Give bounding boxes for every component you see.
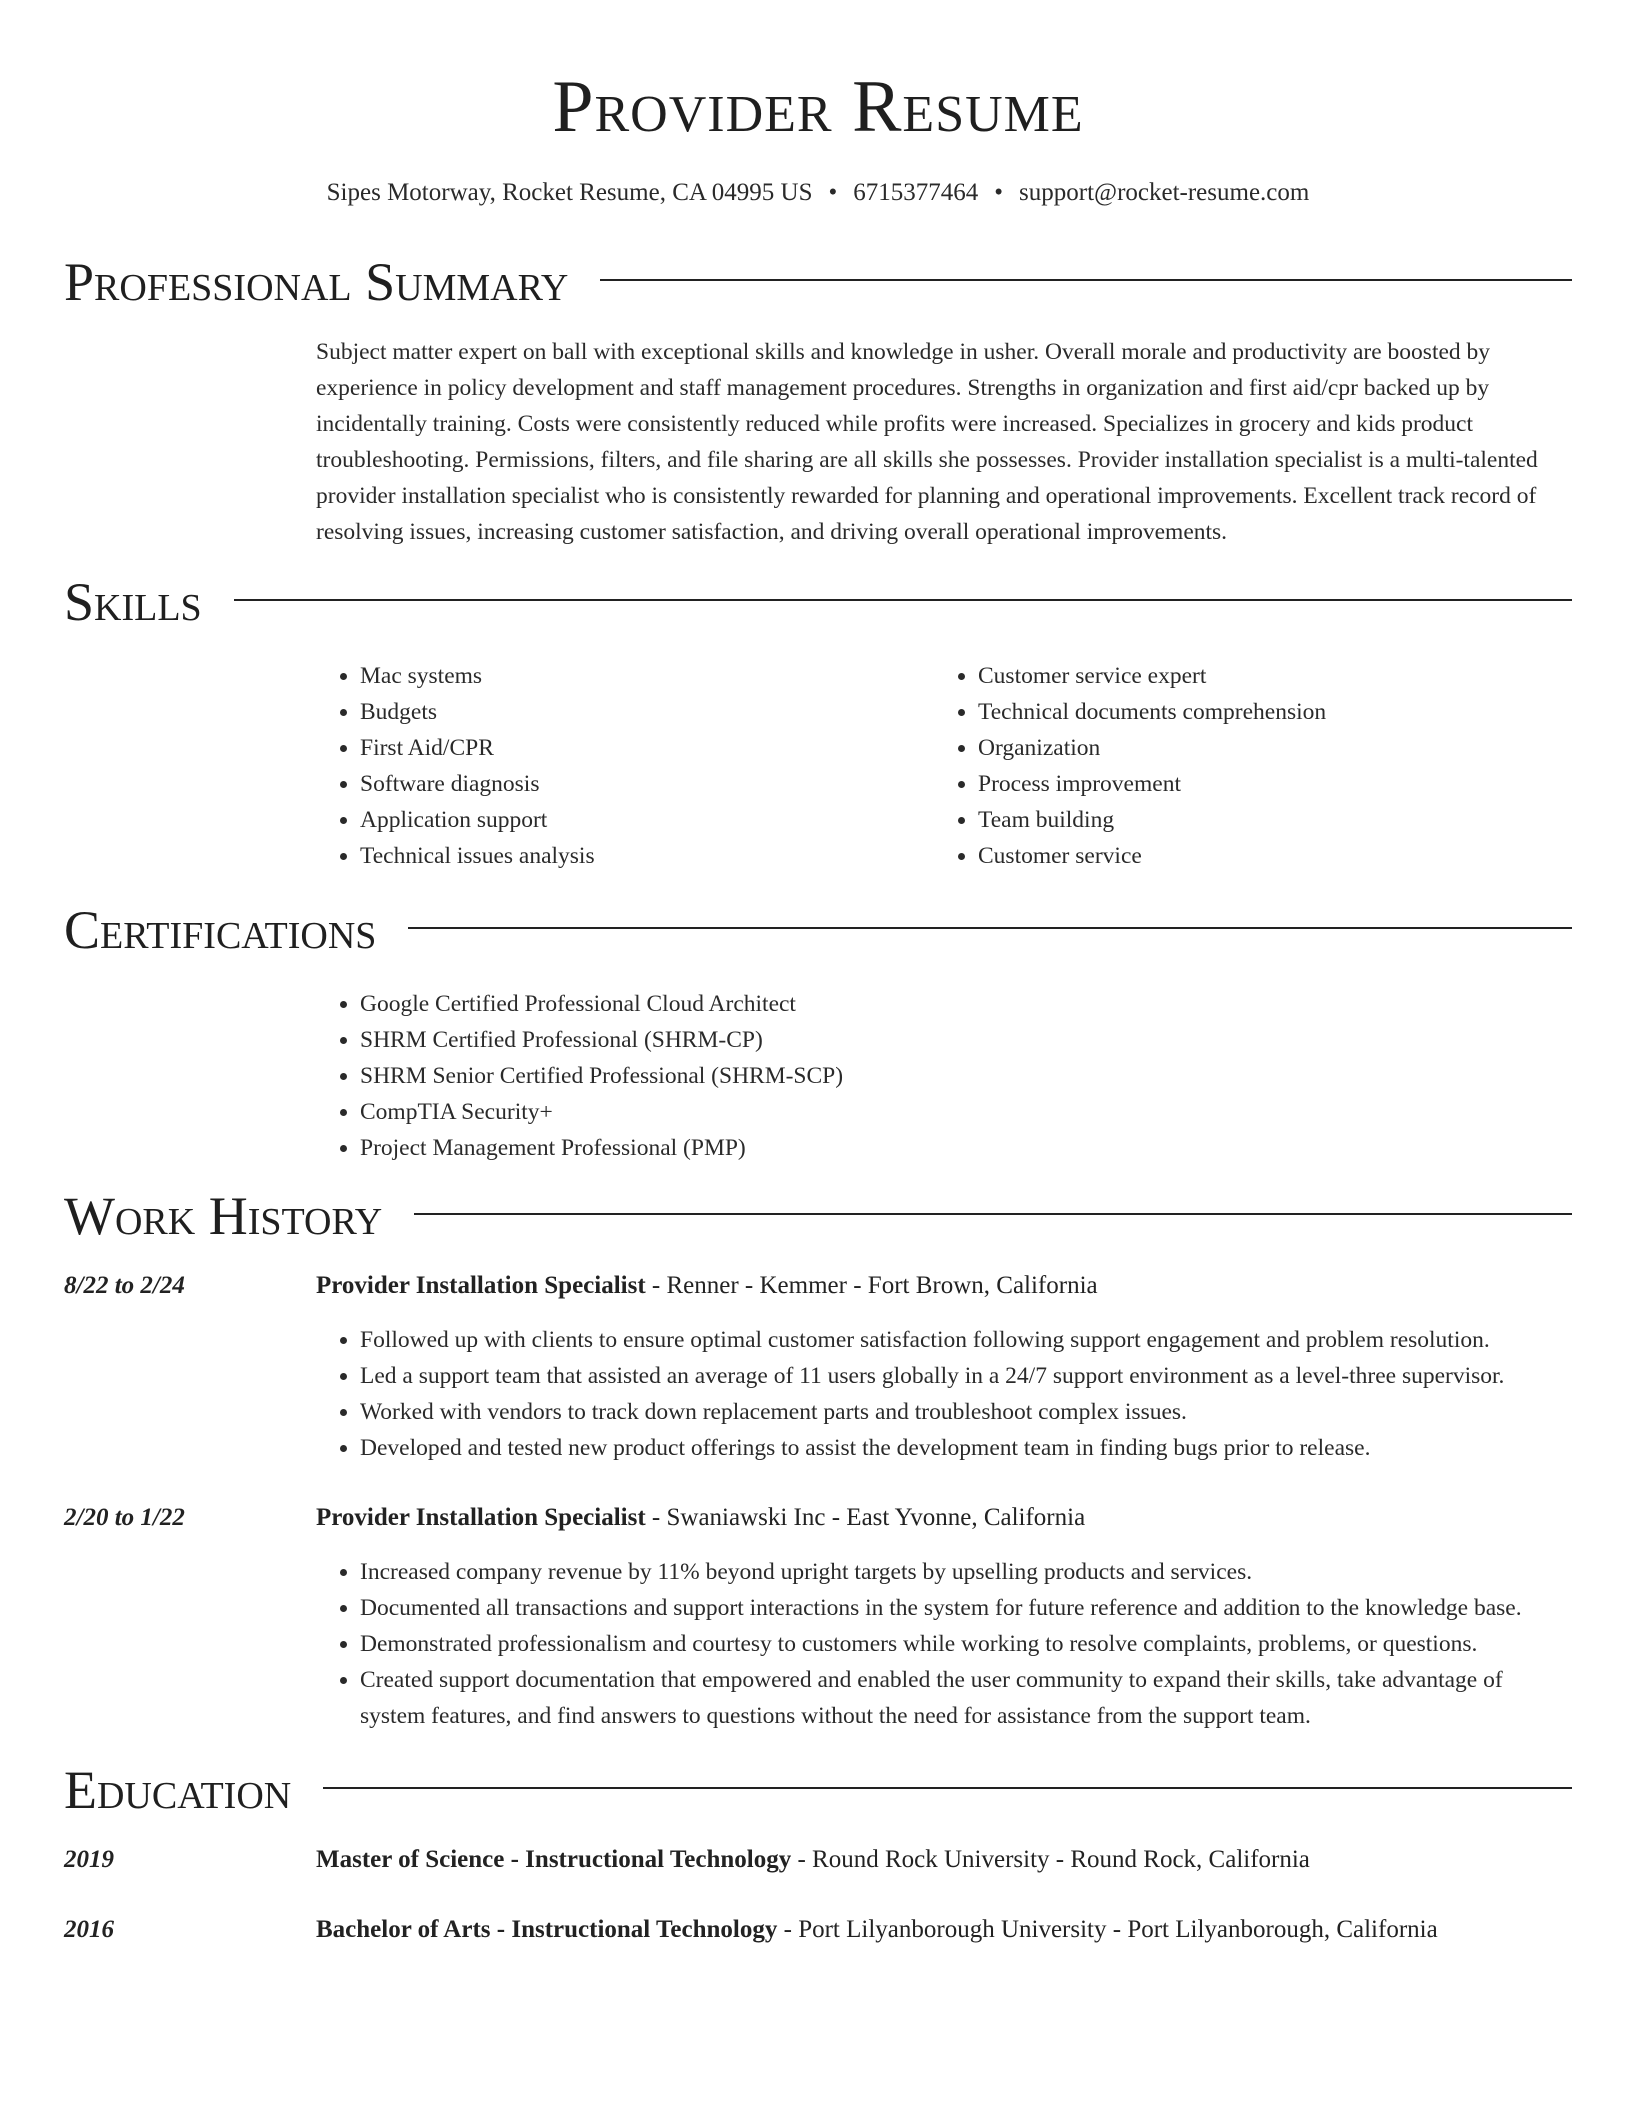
- section-title: Certifications: [64, 900, 377, 960]
- certification-item: • SHRM Certified Professional (SHRM-CP): [360, 1022, 1572, 1058]
- certifications-header: [64, 898, 1572, 962]
- section-divider: [408, 927, 1572, 929]
- skills-section: [64, 570, 1572, 874]
- skills-header: [64, 570, 1572, 634]
- section-divider: [600, 279, 1572, 281]
- education-entry: [64, 1912, 1572, 1948]
- skill-item: • Customer service expert: [978, 658, 1552, 694]
- job-bullet: • Created support documentation that empowered and enabled the user community to expand their skills, take advantage of system features, and find answers to questions without the need for assistance from the support team.: [360, 1662, 1572, 1734]
- education-header: [64, 1758, 1572, 1822]
- job-bullet: • Worked with vendors to track down replacement parts and troubleshoot complex issues.: [360, 1394, 1572, 1430]
- skills-column-left: [316, 658, 934, 874]
- skill-item: • Organization: [978, 730, 1552, 766]
- certifications-section: [64, 898, 1572, 1166]
- section-title: Professional Summary: [64, 252, 569, 312]
- contact-separator: •: [828, 179, 838, 206]
- education-section: [64, 1758, 1572, 1948]
- education-details: - Port Lilyanborough University - Port Lilyanborough, California: [777, 1916, 1438, 1943]
- skill-item: • Mac systems: [360, 658, 934, 694]
- job-title-line: [316, 1500, 1572, 1536]
- job-bullet: • Led a support team that assisted an average of 11 users globally in a 24/7 support environment as a level-three supervisor.: [360, 1358, 1572, 1394]
- skill-item: • Software diagnosis: [360, 766, 934, 802]
- job-title-line: [316, 1268, 1572, 1304]
- education-year: 2016: [64, 1916, 114, 1943]
- skill-item: • Budgets: [360, 694, 934, 730]
- certification-item: • Project Management Professional (PMP): [360, 1130, 1572, 1166]
- job-bullet: • Documented all transactions and support interactions in the system for future reference and addition to the knowledge base.: [360, 1590, 1572, 1626]
- summary-header: [64, 250, 1572, 314]
- job-role: Provider Installation Specialist: [316, 1504, 646, 1531]
- section-divider: [414, 1213, 1572, 1215]
- work-history-header: [64, 1184, 1572, 1248]
- certification-item: • CompTIA Security+: [360, 1094, 1572, 1130]
- job-bullet: • Followed up with clients to ensure optimal customer satisfaction following support engagement and problem resolution.: [360, 1322, 1572, 1358]
- job-details: - Swaniawski Inc - East Yvonne, California: [645, 1504, 1086, 1531]
- job-bullet: • Demonstrated professionalism and courtesy to customers while working to resolve complaints, problems, or questions.: [360, 1626, 1572, 1662]
- skill-item: • First Aid/CPR: [360, 730, 934, 766]
- job-details: - Renner - Kemmer - Fort Brown, California: [645, 1272, 1098, 1299]
- summary-text: Subject matter expert on ball with exceptional skills and knowledge in usher. Overall morale and productivity are boosted by experience in policy development and staff management procedures. Strengths in organization and first aid/cpr backed up by incidentally training. Costs were consistently reduced while profits were increased. Specializes in grocery and kids product troubleshooting. Permissions, filters, and file sharing are all skills she possesses. Provider installation specialist is a multi-talented provider installation specialist who is consistently rewarded for planning and operational improvements. Excellent track record of resolving issues, increasing customer satisfaction, and driving overall operational improvements.: [316, 339, 1538, 545]
- skill-item: • Process improvement: [978, 766, 1552, 802]
- job-dates: 2/20 to 1/22: [64, 1504, 185, 1531]
- education-line: [316, 1912, 1572, 1948]
- job-dates: 8/22 to 2/24: [64, 1272, 185, 1299]
- resume-page: [64, 0, 1572, 1948]
- summary-section: [64, 250, 1572, 550]
- education-entry: [64, 1842, 1572, 1878]
- skills-list: [316, 658, 1572, 874]
- contact-address: Sipes Motorway, Rocket Resume, CA 04995 US: [326, 179, 813, 206]
- skill-item: • Team building: [978, 802, 1552, 838]
- section-divider: [234, 599, 1572, 601]
- skill-item: • Technical documents comprehension: [978, 694, 1552, 730]
- education-year: 2019: [64, 1846, 114, 1873]
- job-bullets: [316, 1322, 1572, 1466]
- education-details: - Round Rock University - Round Rock, California: [791, 1846, 1310, 1873]
- job-bullet: • Increased company revenue by 11% beyond upright targets by upselling products and services.: [360, 1554, 1572, 1590]
- section-title: Skills: [64, 572, 202, 632]
- education-line: [316, 1842, 1572, 1878]
- education-degree: Master of Science - Instructional Technology: [316, 1846, 792, 1873]
- work-history-section: [64, 1184, 1572, 1734]
- section-divider: [323, 1787, 1572, 1789]
- job-bullet: • Developed and tested new product offerings to assist the development team in finding bugs prior to release.: [360, 1430, 1572, 1466]
- job-entry: [64, 1268, 1572, 1466]
- contact-email: support@rocket-resume.com: [1019, 179, 1310, 206]
- summary-content: [316, 334, 1572, 550]
- certification-item: • Google Certified Professional Cloud Architect: [360, 986, 1572, 1022]
- skill-item: • Technical issues analysis: [360, 838, 934, 874]
- contact-phone: 6715377464: [853, 179, 979, 206]
- certification-item: • SHRM Senior Certified Professional (SHRM-SCP): [360, 1058, 1572, 1094]
- job-header: [64, 1268, 1572, 1304]
- contact-line: [64, 176, 1572, 210]
- section-title: Education: [64, 1760, 292, 1820]
- job-role: Provider Installation Specialist: [316, 1272, 646, 1299]
- contact-separator: •: [994, 179, 1004, 206]
- resume-name: Provider Resume: [552, 66, 1084, 148]
- certifications-list: [316, 986, 1572, 1166]
- job-entry: [64, 1500, 1572, 1734]
- skill-item: • Application support: [360, 802, 934, 838]
- job-header: [64, 1500, 1572, 1536]
- skills-column-right: [934, 658, 1552, 874]
- section-title: Work History: [64, 1186, 383, 1246]
- job-bullets: [316, 1554, 1572, 1734]
- education-degree: Bachelor of Arts - Instructional Technology: [316, 1916, 778, 1943]
- skill-item: • Customer service: [978, 838, 1552, 874]
